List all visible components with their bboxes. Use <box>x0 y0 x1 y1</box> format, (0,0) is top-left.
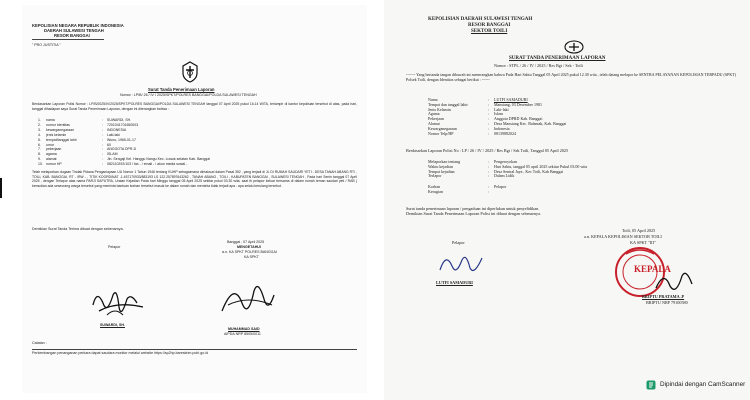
police-emblem-icon <box>564 40 584 54</box>
org-line-1: KEPOLISIAN NEGARA REPUBLIK INDONESIA <box>32 23 124 28</box>
victim-list <box>428 185 506 195</box>
receiver-rank: AIPDA NRP 8505/0011 <box>224 332 261 336</box>
motto: " PRO JUSTITIA " <box>32 43 61 47</box>
closing-line: Demikian Surat Tanda Terima dibuat dengan sebenarnya. <box>32 227 124 231</box>
doc-title: Surat Tanda Penerimaan Laporan <box>148 87 215 92</box>
org-line-3: RESOR BANGGAI <box>54 33 90 38</box>
identity-row: 2. nomor identitas : 7201041701650003 <box>38 122 139 127</box>
catatan-divider <box>32 349 357 350</box>
doc-title: SURAT TANDA PENERIMAAN LAPORAN <box>509 56 606 61</box>
pelapor-label: Pelapor <box>108 245 121 249</box>
right-document <box>384 0 750 400</box>
case-row: Terlapor : Dalam Lidik <box>428 173 515 179</box>
identity-row: 10. nomor HP : 082110292/103 / fax - / email - / akun media sosial - <box>38 162 188 167</box>
catatan-text: Perkembangan penanganan perkara dapat saudara monitor melalui website https://sp2hp.bareskrim.polri.go.id <box>32 351 208 355</box>
intro-paragraph: ------- Yang bertanda tangan dibawah ini menerangkan bahwa Pada Hari Sabtu Tanggal 05 April 2025 pukul 12.30 wita , telah datang melapor ke SENTRA PELAYANAN KEPOLISIAN TERPADU (SPKT) Polsek Toili, dengan Identitas sebagai berikut : ------ <box>406 72 736 82</box>
camscanner-caption: Dipindai dengan CamScanner <box>660 381 746 388</box>
basis-line: Berdasarkan Laporan Polisi No : LP / 26 / IV / 2025 / Res Bgi / Sek Toili, Tanggal 05 April 2025 <box>406 148 569 153</box>
place-date: Toili, 05 April 2025 <box>622 228 656 233</box>
police-emblem-icon <box>181 61 199 83</box>
statement-2: Demikian Surat Tanda Penerimaan Laporan Polisi ini dibuat dengan sebenarnya. <box>406 211 541 216</box>
identity-row: Pekerjaan : Anggota DPRD Kab. Banggai <box>428 116 543 122</box>
identity-row: Jenis Kelamin : Laki-laki <box>428 106 509 112</box>
signature-icon <box>436 248 488 278</box>
identity-row: 1. nama : SUWARDI, SH. <box>38 118 132 122</box>
identity-row: Nomor Telp/HP : 08139882024 <box>428 130 516 136</box>
receiver-rank: BRIPTU NRP 79100580 <box>646 300 688 305</box>
receiver-name: BRIPTU PRATAMA .P <box>642 294 685 299</box>
statement-1: Surat tanda penerimaan laporan / pengaduan ini diperlukan untuk penyelidikan. <box>406 206 540 211</box>
signature-icon <box>218 275 278 323</box>
intro-paragraph: Berdasarkan Laporan Polisi Nomor : LP/B/2025/IV/2025/SPKT/POLRES BANGGAI/POLDA SULAWESI TENGAH tanggal 07 April 2025 pukul 16.14 WITA, terlampir di kantor kepolisian tersebut di atas, pada hari, tanggal dihadapan saya Surat Tanda Penerimaan Laporan, dengan ini diterangkan bahwa : <box>32 102 357 111</box>
identity-row: Tempat dan tanggal lahir : Mansiang, 03 Desember 1981 <box>428 101 542 107</box>
org-line-2: RESOR BANGGAI <box>468 23 511 28</box>
org-line-2: DAERAH SULAWESI TENGAH <box>44 28 104 33</box>
stamp-text: KEPALA <box>634 264 671 274</box>
case-row: Melaporkan tentang : Pengeroyokan <box>428 159 517 164</box>
org-line-1: KEPOLISIAN DAERAH SULAWESI TENGAH <box>428 17 533 22</box>
org-underline <box>32 39 104 40</box>
victim-row: Kerugian : <box>428 188 490 194</box>
left-document <box>22 5 367 393</box>
identity-row: Nama : LUTFI SAMADURI <box>428 97 528 102</box>
identity-row: Agama : Islam <box>428 111 503 117</box>
case-list <box>428 160 587 179</box>
identity-row: 9. alamat : Jln. Sengaji Kel. Hanggu Nangu Kec. Luwuk selatan Kab. Banggai <box>38 157 210 162</box>
identity-row: 7. pekerjaan : ANGGOTA DPR-D <box>38 147 137 152</box>
doc-number: Nomor : STPL / 26 / IV / 2025 / Res Bgi / Sek - Toili <box>494 63 583 68</box>
camscanner-logo-icon <box>646 380 656 390</box>
victim-row: Korban : Pelapor <box>428 184 507 189</box>
receiver-name: MUHAMMAD SAID <box>228 327 260 331</box>
pelapor-name: SUWARDI, SH. <box>100 323 125 327</box>
signature-icon <box>87 285 149 323</box>
case-row: Tempat kejadian : Desa Sentral Jaya , Kec Toili, Kab Banggai <box>428 168 564 174</box>
reporter-label: Pelapor <box>452 240 465 245</box>
identity-row: Kewarganegaraan : Indonesia <box>428 125 510 131</box>
identity-list <box>38 118 210 167</box>
identity-row: 4. jenis kelamin : Laki-laki <box>38 132 120 137</box>
identity-row: 3. kewarganegaraan : INDONESIA <box>38 127 127 132</box>
doc-number: Nomor : LP/B/ 26 / IV / 2025/SPKT/POLRES BANGGAI/POLDA SULAWESI TENGAH <box>120 93 257 97</box>
place-date: Banggai , 07 April 2025 <box>227 240 265 244</box>
identity-row: 5. tempat/tanggal lahir : Wuno, 1965-01-17 <box>38 137 136 142</box>
reporter-name: LUTFI SAMADURI <box>436 280 473 285</box>
page-edge-bar <box>0 178 2 198</box>
identity-row: Alamat : Desa Mansiang Kec. Balantak, Kab. Banggai <box>428 120 567 126</box>
org-line-3: SEKTOR TOILI <box>471 29 508 34</box>
receiver-sub: KA SPKT <box>244 255 259 259</box>
receiver-office-1: a.n. KEPALA KEPOLISIAN SEKTOR TOILI <box>584 234 662 239</box>
receiver-office: a.n. KA SPKT POLRES BANGGAI <box>222 250 277 254</box>
receiver-title: MENGETAHUI <box>237 245 261 249</box>
incident-paragraph: Telah melaporkan dugaan Tindak Pidana Penganiayaan UU Nomor 1 Tahun 1946 tentang KUHP sebagaimana dimaksud dalam Pasal 352 , yang terjadi di JL DI RUMAH SAUDARI YETI - DESA TANAH ABANG RT/ , TOILI, KAB. BANGGAI, RT - /RW - , TITIK KOORDINAT -1.457170933/883193 LS 122.257897643262 , TANAH ABANG , TOILI , KABUPATEN BANGGAI , SULAWESI TENGAH , Pada hari Senin tanggal 07 April 2025 , dengan Terlapor atas nama PARJI SAPUTRA, Uraian Kejadian Pada hari Minggu tanggal 05 April 2025 sekitar pukul 03.30 wita, saat ib pelapor keluar bersama di dalam rumah teman saudari yeti / RAB ( kemudian ada seseorang warga tersebut yang meminta bantuan korban tersebut masuk ke dalam rumah dan meminta tidak terjadi apa - apa selalu berulang tersebut. <box>32 170 357 188</box>
catatan-label: Catatan : <box>32 341 47 345</box>
identity-row: 6. umur : 60 <box>38 142 111 147</box>
identity-list <box>428 98 566 136</box>
case-row: Waktu kejadian : Hari Sabtu, tanggal 05 april 2025 sekitar Pukul 03.00 wita <box>428 163 588 169</box>
identity-row: 8. agama : ISLAM <box>38 152 118 157</box>
receiver-office-2: KA SPKT "III" <box>630 240 656 245</box>
